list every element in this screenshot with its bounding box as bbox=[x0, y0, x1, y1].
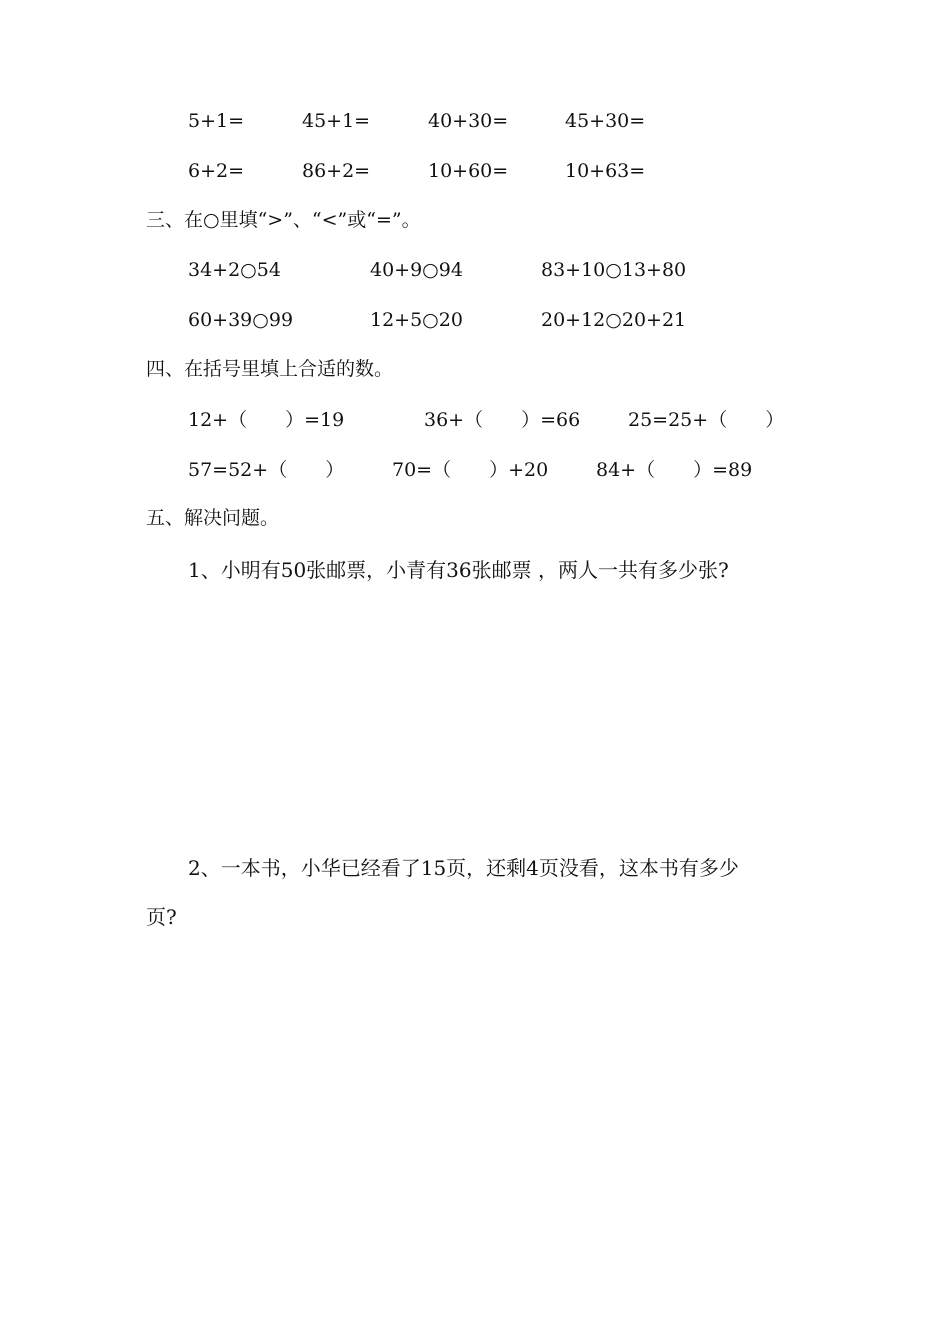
compare-row-1 bbox=[0, 255, 950, 285]
calc-item: 40+30= bbox=[428, 110, 509, 132]
fill-item: 70=（ ）+20 bbox=[392, 459, 549, 481]
compare-item: 34+2○54 bbox=[188, 259, 281, 281]
compare-item: 12+5○20 bbox=[370, 309, 463, 331]
word-problem-2: 2、一本书，小华已经看了15页，还剩4页没看，这本书有多少 bbox=[188, 856, 739, 880]
calc-item: 10+63= bbox=[565, 160, 646, 182]
section-five-heading: 五、解决问题。 bbox=[146, 507, 280, 529]
compare-item: 60+39○99 bbox=[188, 309, 294, 331]
word-problem-2-continued: 页? bbox=[146, 905, 177, 929]
calc-item: 6+2= bbox=[188, 160, 245, 182]
calc-item: 10+60= bbox=[428, 160, 509, 182]
compare-row-2 bbox=[0, 305, 950, 335]
calc-row-2 bbox=[0, 156, 950, 186]
fill-item: 57=52+（ ） bbox=[188, 459, 345, 481]
compare-item: 20+12○20+21 bbox=[541, 309, 687, 331]
calc-item: 86+2= bbox=[302, 160, 371, 182]
calc-item: 45+1= bbox=[302, 110, 371, 132]
fill-item: 12+（ ）=19 bbox=[188, 409, 345, 431]
calc-row-1 bbox=[0, 106, 950, 136]
section-three-heading: 三、在○里填“>”、“<”或“=”。 bbox=[146, 209, 421, 231]
fill-item: 84+（ ）=89 bbox=[596, 459, 753, 481]
calc-item: 5+1= bbox=[188, 110, 245, 132]
compare-item: 40+9○94 bbox=[370, 259, 463, 281]
fill-row-1 bbox=[0, 405, 950, 435]
word-problem-1: 1、小明有50张邮票，小青有36张邮票 ，两人一共有多少张? bbox=[188, 558, 729, 582]
section-four-heading: 四、在括号里填上合适的数。 bbox=[146, 358, 394, 380]
compare-item: 83+10○13+80 bbox=[541, 259, 687, 281]
fill-row-2 bbox=[0, 455, 950, 485]
calc-item: 45+30= bbox=[565, 110, 646, 132]
fill-item: 36+（ ）=66 bbox=[424, 409, 581, 431]
fill-item: 25=25+（ ） bbox=[628, 409, 785, 431]
